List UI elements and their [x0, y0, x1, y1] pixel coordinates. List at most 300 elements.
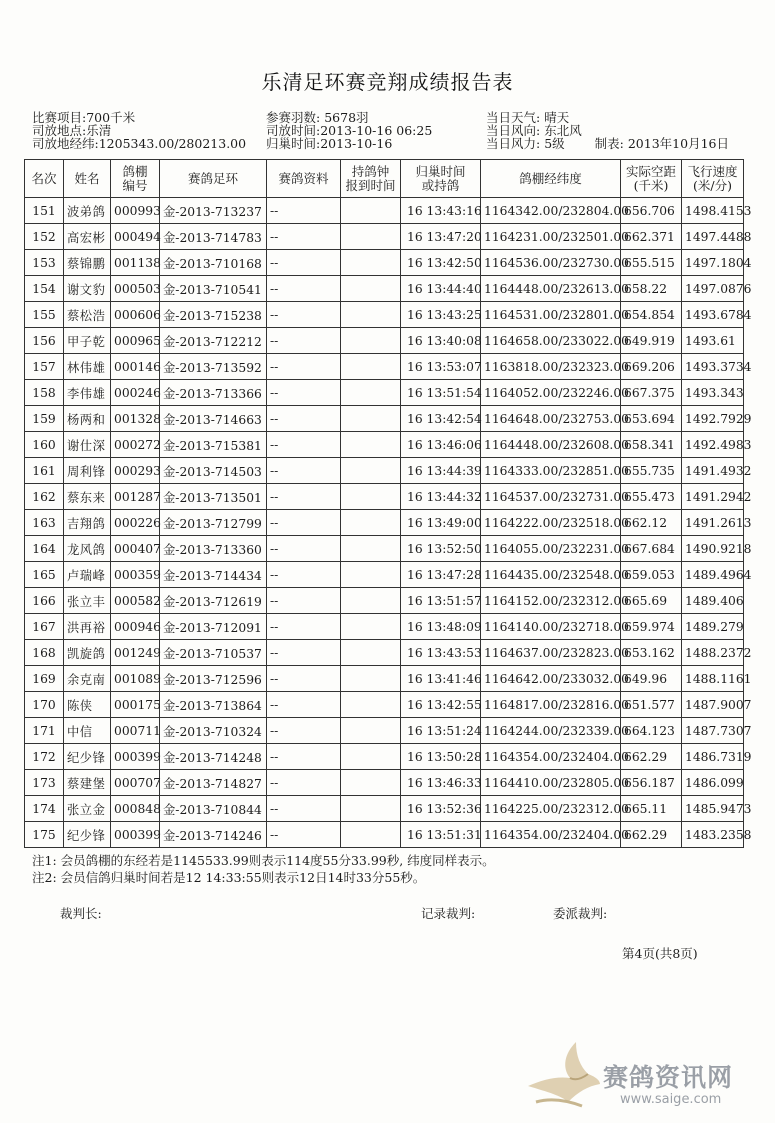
- cell-distance: 651.577: [621, 692, 682, 718]
- cell-info: --: [267, 614, 341, 640]
- cell-ring: 金-2013-712619: [160, 588, 267, 614]
- cell-loft-no: 000946: [111, 614, 160, 640]
- cell-rank: 171: [25, 718, 64, 744]
- cell-info: --: [267, 588, 341, 614]
- cell-info: --: [267, 484, 341, 510]
- cell-name: 谢文豹: [64, 276, 111, 302]
- watermark-url: www.saige.com: [620, 1092, 722, 1107]
- cell-clock-time: [341, 354, 401, 380]
- cell-clock-time: [341, 588, 401, 614]
- results-table: [24, 159, 752, 848]
- cell-speed: 1486.7319: [682, 744, 744, 770]
- cell-info: --: [267, 458, 341, 484]
- cell-name: 蔡东来: [64, 484, 111, 510]
- weather-label: 当日天气:: [486, 110, 541, 125]
- table-row: [25, 432, 744, 458]
- header-rank: 名次: [25, 160, 64, 198]
- cell-info: --: [267, 198, 341, 224]
- cell-rank: 166: [25, 588, 64, 614]
- cell-name: 李伟雄: [64, 380, 111, 406]
- cell-rank: 159: [25, 406, 64, 432]
- cell-loft-no: 000246: [111, 380, 160, 406]
- cell-info: --: [267, 796, 341, 822]
- cell-name: 中信: [64, 718, 111, 744]
- cell-ring: 金-2013-714503: [160, 458, 267, 484]
- cell-info: --: [267, 692, 341, 718]
- release-time-label: 司放时间:: [266, 123, 321, 138]
- cell-rank: 164: [25, 536, 64, 562]
- cell-arrival: 16 13:47:20: [401, 224, 481, 250]
- cell-loft-no: 000503: [111, 276, 160, 302]
- cell-rank: 167: [25, 614, 64, 640]
- cell-speed: 1488.2372: [682, 640, 744, 666]
- cell-speed: 1486.099: [682, 770, 744, 796]
- cell-clock-time: [341, 796, 401, 822]
- cell-speed: 1493.61: [682, 328, 744, 354]
- cell-coords: 1164637.00/232823.00: [481, 640, 621, 666]
- cell-speed: 1490.9218: [682, 536, 744, 562]
- entries-value: 5678羽: [324, 110, 369, 125]
- release-coord-value: 1205343.00/280213.00: [98, 136, 247, 151]
- cell-coords: 1164648.00/232753.00: [481, 406, 621, 432]
- cell-arrival: 16 13:50:28: [401, 744, 481, 770]
- cell-arrival: 16 13:44:32: [401, 484, 481, 510]
- cell-info: --: [267, 822, 341, 848]
- cell-name: 吉翔鸽: [64, 510, 111, 536]
- cell-rank: 152: [25, 224, 64, 250]
- table-row: [25, 744, 744, 770]
- cell-info: --: [267, 536, 341, 562]
- cell-ring: 金-2013-713592: [160, 354, 267, 380]
- table-row: [25, 692, 744, 718]
- cell-ring: 金-2013-710844: [160, 796, 267, 822]
- cell-distance: 667.375: [621, 380, 682, 406]
- cell-clock-time: [341, 224, 401, 250]
- cell-speed: 1491.2942: [682, 484, 744, 510]
- cell-arrival: 16 13:42:54: [401, 406, 481, 432]
- cell-coords: 1164354.00/232404.00: [481, 822, 621, 848]
- cell-rank: 158: [25, 380, 64, 406]
- cell-loft-no: 000399: [111, 744, 160, 770]
- cell-speed: 1497.0876: [682, 276, 744, 302]
- cell-clock-time: [341, 744, 401, 770]
- cell-clock-time: [341, 614, 401, 640]
- cell-rank: 174: [25, 796, 64, 822]
- cell-coords: 1164410.00/232805.00: [481, 770, 621, 796]
- cell-distance: 669.206: [621, 354, 682, 380]
- cell-coords: 1164448.00/232613.00: [481, 276, 621, 302]
- cell-distance: 662.29: [621, 744, 682, 770]
- cell-clock-time: [341, 458, 401, 484]
- cell-rank: 151: [25, 198, 64, 224]
- cell-distance: 659.974: [621, 614, 682, 640]
- cell-arrival: 16 13:42:50: [401, 250, 481, 276]
- cell-rank: 163: [25, 510, 64, 536]
- cell-name: 高宏彬: [64, 224, 111, 250]
- cell-distance: 658.341: [621, 432, 682, 458]
- cell-coords: 1164642.00/233032.00: [481, 666, 621, 692]
- cell-loft-no: 000494: [111, 224, 160, 250]
- cell-info: --: [267, 406, 341, 432]
- cell-loft-no: 001287: [111, 484, 160, 510]
- table-row: [25, 510, 744, 536]
- cell-coords: 1164333.00/232851.00: [481, 458, 621, 484]
- cell-ring: 金-2013-713864: [160, 692, 267, 718]
- appointed-judge-label: 委派裁判:: [553, 906, 608, 921]
- cell-loft-no: 000407: [111, 536, 160, 562]
- cell-ring: 金-2013-713366: [160, 380, 267, 406]
- cell-info: --: [267, 224, 341, 250]
- cell-loft-no: 001328: [111, 406, 160, 432]
- cell-rank: 153: [25, 250, 64, 276]
- info-return-time: [266, 137, 392, 150]
- cell-name: 陈侠: [64, 692, 111, 718]
- cell-arrival: 16 13:51:31: [401, 822, 481, 848]
- cell-info: --: [267, 276, 341, 302]
- cell-coords: 1164448.00/232608.00: [481, 432, 621, 458]
- table-row: [25, 640, 744, 666]
- cell-rank: 161: [25, 458, 64, 484]
- cell-coords: 1164222.00/232518.00: [481, 510, 621, 536]
- table-row: [25, 406, 744, 432]
- header-arrival: 归巢时间 或持鸽: [401, 160, 481, 198]
- cell-ring: 金-2013-713360: [160, 536, 267, 562]
- cell-arrival: 16 13:49:00: [401, 510, 481, 536]
- cell-ring: 金-2013-712596: [160, 666, 267, 692]
- cell-ring: 金-2013-714246: [160, 822, 267, 848]
- cell-distance: 654.854: [621, 302, 682, 328]
- cell-speed: 1483.2358: [682, 822, 744, 848]
- cell-loft-no: 000293: [111, 458, 160, 484]
- cell-distance: 662.29: [621, 822, 682, 848]
- cell-rank: 160: [25, 432, 64, 458]
- cell-speed: 1493.343: [682, 380, 744, 406]
- notes: [32, 852, 495, 886]
- cell-arrival: 16 13:46:06: [401, 432, 481, 458]
- cell-ring: 金-2013-715238: [160, 302, 267, 328]
- cell-name: 谢仕深: [64, 432, 111, 458]
- note-2: 注2: 会员信鸽归巢时间若是12 14:33:55则表示12日14时33分55秒。: [32, 870, 426, 885]
- cell-name: 卢瑞峰: [64, 562, 111, 588]
- pigeon-logo-icon: [522, 1036, 602, 1112]
- cell-rank: 165: [25, 562, 64, 588]
- cell-name: 蔡松浩: [64, 302, 111, 328]
- cell-clock-time: [341, 276, 401, 302]
- event-value: 700千米: [86, 110, 136, 125]
- cell-coords: 1164152.00/232312.00: [481, 588, 621, 614]
- cell-name: 凯旋鸽: [64, 640, 111, 666]
- wind-force-value: 5级: [544, 136, 565, 151]
- cell-arrival: 16 13:43:53: [401, 640, 481, 666]
- wind-force-label: 当日风力:: [486, 136, 541, 151]
- cell-distance: 659.053: [621, 562, 682, 588]
- cell-name: 龙风鸽: [64, 536, 111, 562]
- cell-info: --: [267, 510, 341, 536]
- cell-arrival: 16 13:44:40: [401, 276, 481, 302]
- cell-loft-no: 001089: [111, 666, 160, 692]
- info-release-coord: [32, 137, 246, 150]
- cell-speed: 1493.3734: [682, 354, 744, 380]
- cell-speed: 1488.1161: [682, 666, 744, 692]
- cell-rank: 157: [25, 354, 64, 380]
- cell-info: --: [267, 666, 341, 692]
- watermark: [522, 1036, 762, 1112]
- cell-loft-no: 000848: [111, 796, 160, 822]
- cell-ring: 金-2013-712799: [160, 510, 267, 536]
- cell-arrival: 16 13:42:55: [401, 692, 481, 718]
- release-coord-label: 司放地经纬:: [32, 136, 99, 151]
- table-row: [25, 770, 744, 796]
- cell-arrival: 16 13:43:16: [401, 198, 481, 224]
- cell-info: --: [267, 640, 341, 666]
- cell-name: 余克南: [64, 666, 111, 692]
- event-label: 比赛项目:: [32, 110, 87, 125]
- cell-distance: 649.919: [621, 328, 682, 354]
- record-judge-label: 记录裁判:: [421, 906, 476, 921]
- cell-clock-time: [341, 718, 401, 744]
- cell-name: 蔡锦鹏: [64, 250, 111, 276]
- cell-rank: 170: [25, 692, 64, 718]
- cell-info: --: [267, 328, 341, 354]
- table-row: [25, 562, 744, 588]
- cell-arrival: 16 13:52:36: [401, 796, 481, 822]
- cell-arrival: 16 13:46:33: [401, 770, 481, 796]
- cell-speed: 1487.9007: [682, 692, 744, 718]
- cell-coords: 1164658.00/233022.00: [481, 328, 621, 354]
- table-row: [25, 302, 744, 328]
- cell-clock-time: [341, 432, 401, 458]
- header-ring: 赛鸽足环: [160, 160, 267, 198]
- table-row: [25, 588, 744, 614]
- cell-speed: 1489.279: [682, 614, 744, 640]
- release-time-value: 2013-10-16 06:25: [320, 123, 433, 138]
- return-time-label: 归巢时间:: [266, 136, 321, 151]
- cell-loft-no: 000707: [111, 770, 160, 796]
- header-name: 姓名: [64, 160, 111, 198]
- cell-speed: 1491.2613: [682, 510, 744, 536]
- cell-info: --: [267, 302, 341, 328]
- cell-arrival: 16 13:48:09: [401, 614, 481, 640]
- cell-arrival: 16 13:51:24: [401, 718, 481, 744]
- cell-ring: 金-2013-710324: [160, 718, 267, 744]
- cell-ring: 金-2013-714783: [160, 224, 267, 250]
- cell-name: 张立金: [64, 796, 111, 822]
- cell-rank: 162: [25, 484, 64, 510]
- cell-ring: 金-2013-712212: [160, 328, 267, 354]
- cell-coords: 1164817.00/232816.00: [481, 692, 621, 718]
- header-distance: 实际空距 (千米): [621, 160, 682, 198]
- cell-name: 杨两和: [64, 406, 111, 432]
- cell-rank: 173: [25, 770, 64, 796]
- cell-distance: 655.515: [621, 250, 682, 276]
- cell-coords: 1164537.00/232731.00: [481, 484, 621, 510]
- cell-loft-no: 001138: [111, 250, 160, 276]
- wind-direction-label: 当日风向:: [486, 123, 541, 138]
- cell-arrival: 16 13:51:57: [401, 588, 481, 614]
- cell-coords: 1164052.00/232246.00: [481, 380, 621, 406]
- cell-coords: 1164531.00/232801.00: [481, 302, 621, 328]
- cell-info: --: [267, 250, 341, 276]
- cell-name: 洪再裕: [64, 614, 111, 640]
- note-1: 注1: 会员鸽棚的东经若是1145533.99则表示114度55分33.99秒, 纬度同样表示。: [32, 853, 495, 868]
- cell-speed: 1492.7929: [682, 406, 744, 432]
- cell-loft-no: 001249: [111, 640, 160, 666]
- cell-distance: 656.706: [621, 198, 682, 224]
- table-row: [25, 380, 744, 406]
- cell-ring: 金-2013-713501: [160, 484, 267, 510]
- cell-ring: 金-2013-710541: [160, 276, 267, 302]
- cell-clock-time: [341, 640, 401, 666]
- table-row: [25, 458, 744, 484]
- cell-coords: 1164225.00/232312.00: [481, 796, 621, 822]
- cell-ring: 金-2013-714434: [160, 562, 267, 588]
- table-row: [25, 666, 744, 692]
- cell-clock-time: [341, 692, 401, 718]
- cell-rank: 168: [25, 640, 64, 666]
- cell-speed: 1485.9473: [682, 796, 744, 822]
- watermark-text: 赛鸽资讯网: [603, 1063, 734, 1092]
- cell-clock-time: [341, 562, 401, 588]
- cell-loft-no: 000582: [111, 588, 160, 614]
- cell-name: 波弟鸽: [64, 198, 111, 224]
- cell-loft-no: 000226: [111, 510, 160, 536]
- cell-info: --: [267, 354, 341, 380]
- cell-clock-time: [341, 510, 401, 536]
- cell-clock-time: [341, 380, 401, 406]
- cell-loft-no: 000272: [111, 432, 160, 458]
- cell-info: --: [267, 380, 341, 406]
- table-row: [25, 822, 744, 848]
- cell-loft-no: 000965: [111, 328, 160, 354]
- cell-speed: 1492.4983: [682, 432, 744, 458]
- cell-info: --: [267, 744, 341, 770]
- cell-info: --: [267, 562, 341, 588]
- cell-distance: 656.187: [621, 770, 682, 796]
- cell-distance: 655.735: [621, 458, 682, 484]
- cell-speed: 1491.4932: [682, 458, 744, 484]
- report-title: 乐清足环赛竞翔成绩报告表: [261, 70, 514, 94]
- cell-speed: 1498.4153: [682, 198, 744, 224]
- cell-ring: 金-2013-714827: [160, 770, 267, 796]
- cell-speed: 1497.4488: [682, 224, 744, 250]
- cell-coords: 1164342.00/232804.00: [481, 198, 621, 224]
- cell-name: 甲子乾: [64, 328, 111, 354]
- made-label: 制表:: [594, 136, 624, 151]
- cell-info: --: [267, 718, 341, 744]
- cell-coords: 1164055.00/232231.00: [481, 536, 621, 562]
- cell-loft-no: 000175: [111, 692, 160, 718]
- table-row: [25, 484, 744, 510]
- info-wind-force: [486, 137, 729, 150]
- cell-distance: 653.162: [621, 640, 682, 666]
- cell-rank: 155: [25, 302, 64, 328]
- cell-distance: 649.96: [621, 666, 682, 692]
- cell-name: 林伟雄: [64, 354, 111, 380]
- table-row: [25, 718, 744, 744]
- table-header-row: [25, 160, 744, 198]
- cell-rank: 154: [25, 276, 64, 302]
- cell-distance: 662.12: [621, 510, 682, 536]
- cell-speed: 1487.7307: [682, 718, 744, 744]
- release-place-label: 司放地点:: [32, 123, 87, 138]
- cell-loft-no: 000993: [111, 198, 160, 224]
- cell-clock-time: [341, 484, 401, 510]
- table-row: [25, 328, 744, 354]
- header-info: 赛鸽资料: [267, 160, 341, 198]
- cell-clock-time: [341, 250, 401, 276]
- cell-info: --: [267, 770, 341, 796]
- cell-loft-no: 000146: [111, 354, 160, 380]
- cell-distance: 658.22: [621, 276, 682, 302]
- cell-arrival: 16 13:53:07: [401, 354, 481, 380]
- cell-speed: 1493.6784: [682, 302, 744, 328]
- cell-coords: 1164244.00/232339.00: [481, 718, 621, 744]
- cell-distance: 665.69: [621, 588, 682, 614]
- cell-loft-no: 000606: [111, 302, 160, 328]
- table-row: [25, 198, 744, 224]
- cell-clock-time: [341, 328, 401, 354]
- cell-clock-time: [341, 198, 401, 224]
- cell-arrival: 16 13:41:46: [401, 666, 481, 692]
- return-time-value: 2013-10-16: [320, 136, 393, 151]
- header-coords: 鸽棚经纬度: [481, 160, 621, 198]
- cell-rank: 172: [25, 744, 64, 770]
- cell-distance: 664.123: [621, 718, 682, 744]
- cell-rank: 169: [25, 666, 64, 692]
- cell-distance: 653.694: [621, 406, 682, 432]
- cell-info: --: [267, 432, 341, 458]
- cell-arrival: 16 13:52:50: [401, 536, 481, 562]
- cell-name: 周利锋: [64, 458, 111, 484]
- cell-ring: 金-2013-710537: [160, 640, 267, 666]
- table-row: [25, 354, 744, 380]
- table-row: [25, 224, 744, 250]
- wind-direction-value: 东北风: [544, 123, 582, 138]
- cell-coords: 1163818.00/232323.00: [481, 354, 621, 380]
- cell-ring: 金-2013-710168: [160, 250, 267, 276]
- cell-clock-time: [341, 536, 401, 562]
- cell-clock-time: [341, 666, 401, 692]
- header-clock-time: 持鸽钟 报到时间: [341, 160, 401, 198]
- page-number: 第4页(共8页): [622, 946, 698, 961]
- entries-label: 参赛羽数:: [266, 110, 321, 125]
- table-row: [25, 614, 744, 640]
- cell-speed: 1489.406: [682, 588, 744, 614]
- cell-loft-no: 000359: [111, 562, 160, 588]
- header-loft-no: 鸽棚 编号: [111, 160, 160, 198]
- cell-arrival: 16 13:51:54: [401, 380, 481, 406]
- table-row: [25, 536, 744, 562]
- weather-value: 晴天: [544, 110, 570, 125]
- cell-coords: 1164354.00/232404.00: [481, 744, 621, 770]
- cell-distance: 667.684: [621, 536, 682, 562]
- cell-distance: 655.473: [621, 484, 682, 510]
- cell-name: 蔡建堡: [64, 770, 111, 796]
- cell-coords: 1164231.00/232501.00: [481, 224, 621, 250]
- cell-coords: 1164536.00/232730.00: [481, 250, 621, 276]
- cell-coords: 1164140.00/232718.00: [481, 614, 621, 640]
- table-row: [25, 276, 744, 302]
- cell-clock-time: [341, 822, 401, 848]
- cell-coords: 1164435.00/232548.00: [481, 562, 621, 588]
- cell-clock-time: [341, 302, 401, 328]
- cell-speed: 1489.4964: [682, 562, 744, 588]
- cell-distance: 665.11: [621, 796, 682, 822]
- cell-loft-no: 000711: [111, 718, 160, 744]
- cell-ring: 金-2013-714663: [160, 406, 267, 432]
- cell-name: 纪少锋: [64, 744, 111, 770]
- cell-speed: 1497.1804: [682, 250, 744, 276]
